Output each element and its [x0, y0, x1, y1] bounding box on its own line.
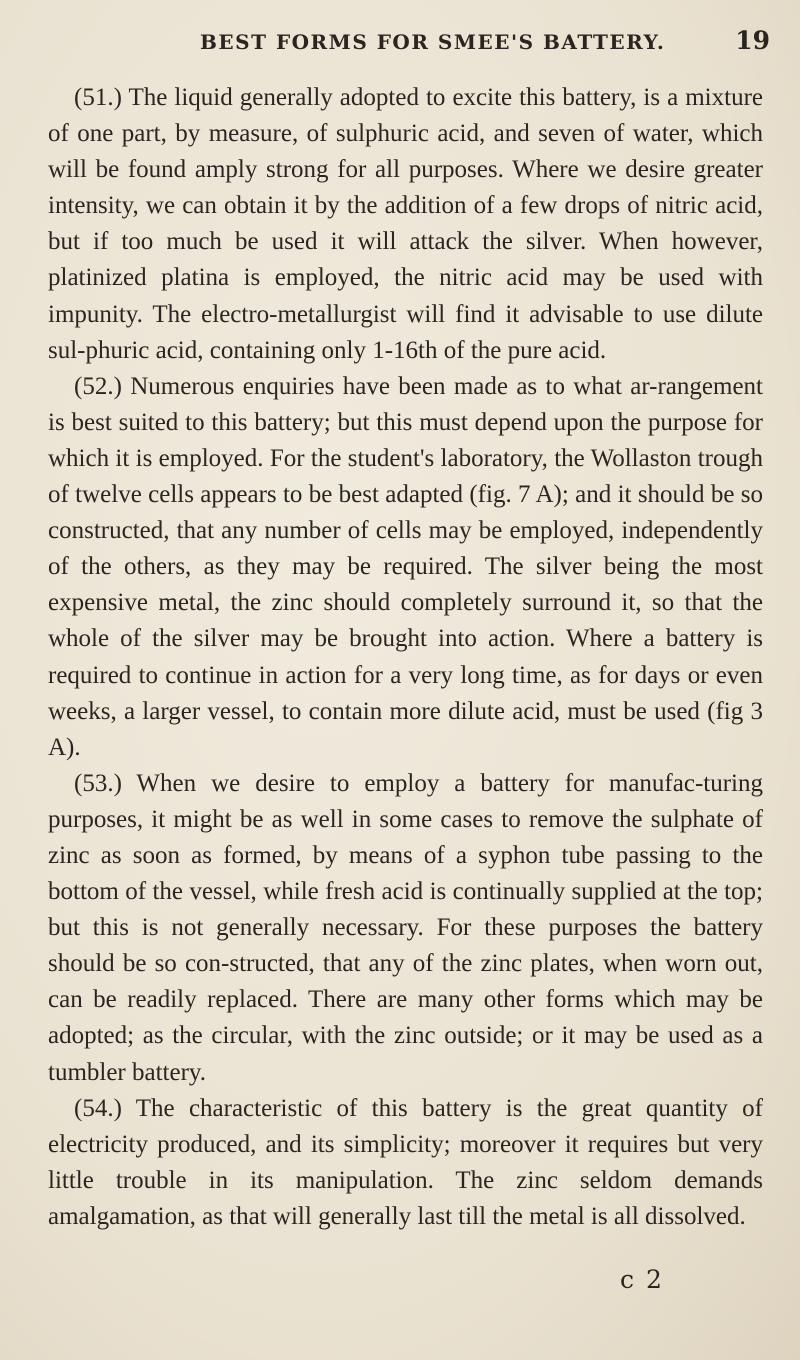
paragraph-53: (53.) When we desire to employ a battery for manufac-turing purposes, it might be as well in some cases to remove the sulphate of zinc as soon as formed, by means of a syphon tube passing to the bottom of the vessel, while fresh acid is continually supplied at the top; but this is not generally necessary. For these purposes the battery should be so con-structed, that any of the zinc plates, when worn out, can be readily replaced. There are many other forms which may be adopted; as the circular, with the zinc outside; or it may be used as a tumbler battery. [48, 769, 763, 1086]
page-number: 19 [735, 26, 770, 55]
signature-mark: c 2 [620, 1265, 664, 1294]
paragraph-51: (51.) The liquid generally adopted to excite this battery, is a mixture of one part, by measure, of sulphuric acid, and seven of water, which will be found amply strong for all purposes. Where we desire greater intensity, we can obtain it by the addition of a few drops of nitric acid, but if too much be used it will attack the silver. When however, platinized platina is employed, the nitric acid may be used with impunity. The electro-metallurgist will find it advisable to use dilute sul-phuric acid, containing only 1-16th of the pure acid. [48, 84, 763, 364]
running-head [200, 22, 770, 62]
paragraph-54: (54.) The characteristic of this battery is the great quantity of electricity produced, and its simplicity; moreover it requires but very little trouble in its manipulation. The zinc seldom demands amalgamation, as that will generally last till the metal is all dissolved. [48, 1094, 763, 1230]
paragraph-52: (52.) Numerous enquiries have been made as to what ar-rangement is best suited to this battery; but this must depend upon the purpose for which it is employed. For the student's laboratory, the Wollaston trough of twelve cells appears to be best adapted (fig. 7 A); and it should be so constructed, that any number of cells may be employed, independently of the others, as they may be required. The silver being the most expensive metal, the zinc should completely surround it, so that the whole of the silver may be brought into action. Where a battery is required to continue in action for a very long time, as for days or even weeks, a larger vessel, to contain more dilute acid, must be used (fig 3 A). [48, 372, 763, 761]
body-text [48, 80, 763, 1235]
running-title: BEST FORMS FOR SMEE'S BATTERY. [200, 30, 666, 54]
